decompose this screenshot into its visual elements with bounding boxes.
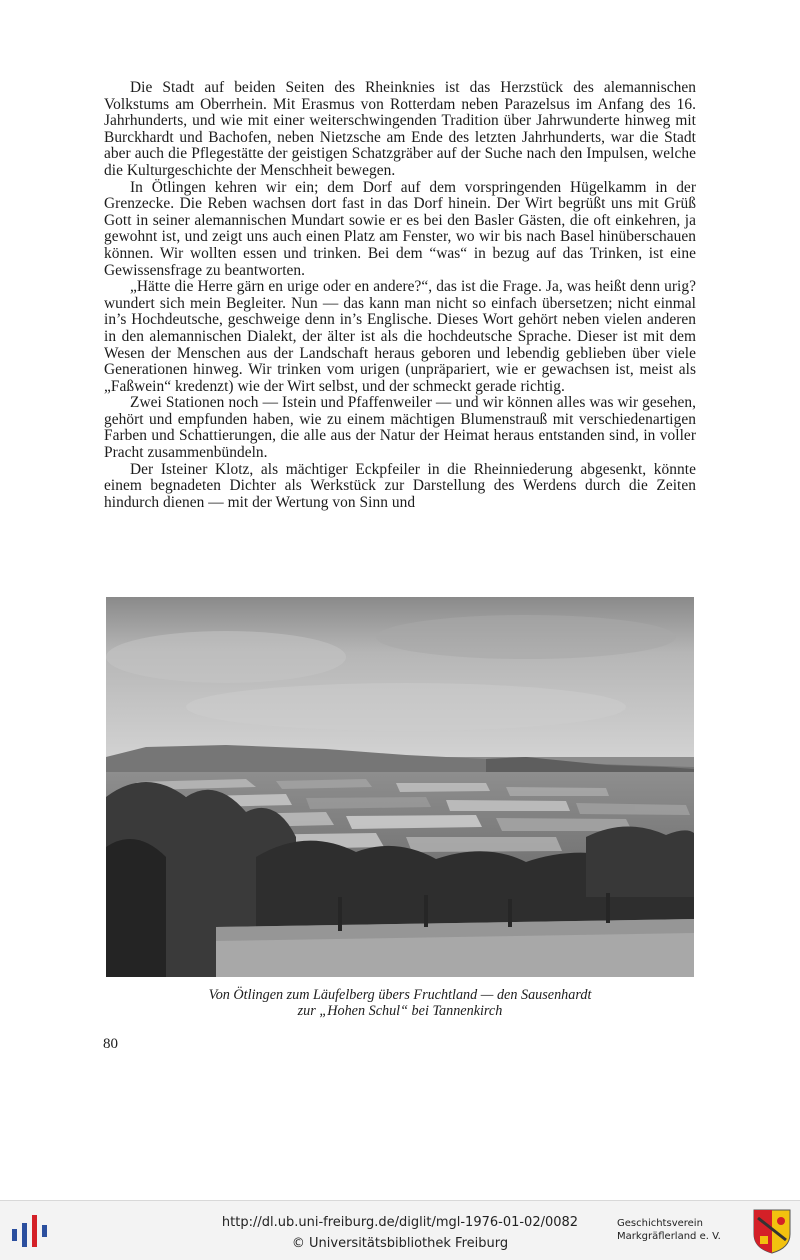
society-line: Geschichtsverein <box>617 1218 703 1229</box>
paragraph: Der Isteiner Klotz, als mächtiger Eckpfeiler in die Rheinniederung abgesenkt, könnte einem begnadeten Dichter als Werkstück zur Darstellung des Werdens durch die Zeiten hindurch dienen — mit der Wertung von Sinn und <box>104 460 696 511</box>
page-number: 80 <box>103 1036 118 1052</box>
paragraph: Zwei Stationen noch — Istein und Pfaffenweiler — und wir können alles was wir gesehen, gehört und empfunden haben, wie zu einem mächtigen Blumenstrauß mit verschiedenartigen Farben und Schattierungen, die alle aus der Natur der Heimat heraus entstanden sind, in voller Pracht zusammenbündeln. <box>104 394 696 462</box>
coat-of-arms-icon[interactable] <box>752 1208 792 1254</box>
copyright-notice: © Universitätsbibliothek Freiburg <box>291 1236 509 1251</box>
landscape-photo-drawing <box>106 597 694 977</box>
landscape-photo <box>106 597 694 977</box>
article-text <box>104 80 696 511</box>
viewer-footer <box>0 1200 800 1260</box>
caption-line: Von Ötlingen zum Läufelberg übers Fruchtland — den Sausenhardt <box>208 987 592 1003</box>
permalink-url[interactable]: http://dl.ub.uni-freiburg.de/diglit/mgl-1976-01-02/0082 <box>221 1215 579 1230</box>
society-line: Markgräflerland e. V. <box>617 1230 721 1242</box>
paragraph: Die Stadt auf beiden Seiten des Rheinknies ist das Herzstück des alemannischen Volkstums am Oberrhein. Mit Erasmus von Rotterdam neben Parazelsus im Anfang des 16. Jahrhunderts, und wie mit einer weiterschwingenden Tradition über Jahrwunderte hinweg mit Burckhardt und Bachofen, neben Nietzsche am Ende des letzten Jahrhunderts, war die Stadt aber auch die Pflegestätte der geistigen Schatzgräber auf der Suche nach den Impulsen, welche die Kulturgeschichte der Menschheit bewegen. <box>104 79 696 179</box>
figure-caption <box>104 988 696 1019</box>
paragraph: „Hätte die Herre gärn en urige oder en andere?“, das ist die Frage. Ja, was heißt denn urig? wundert sich mein Begleiter. Nun — das kann man nicht so einfach übersetzen; nicht einmal in’s Hochdeutsche, geschweige denn in’s Englische. Dieses Wort gehört neben vielen anderen in den alemannischen Dialekt, der älter ist als die hochdeutsche Sprache. Dieser ist mit dem Wesen der Menschen aus der Landschaft heraus geboren und lebendig geblieben über viele Generationen hinweg. Wir trinken vom urigen (unpräpariert, wie er gewachsen ist, meist als „Faßwein“ kredenzt) wie der Wirt selbst, und der schmeckt gerade richtig. <box>104 278 696 395</box>
society-name <box>617 1218 721 1243</box>
paragraph: In Ötlingen kehren wir ein; dem Dorf auf dem vorspringenden Hügelkamm in der Grenzecke. Die Reben wachsen dort fast in das Dorf hinein. Der Wirt begrüßt uns mit Grüß Gott in seiner alemannischen Mundart sowie er es bei den Basler Gästen, die oft einkehren, ja gewohnt ist, und zeigt uns auch einen Platz am Fenster, wo wir bis nach Basel hinüberschauen können. Wir wollten essen und trinken. Bei dem “was“ in bezug auf das Trinken, ist eine Gewissensfrage zu beantworten. <box>104 178 696 279</box>
caption-line: zur „Hohen Schul“ bei Tannenkirch <box>297 1002 503 1019</box>
